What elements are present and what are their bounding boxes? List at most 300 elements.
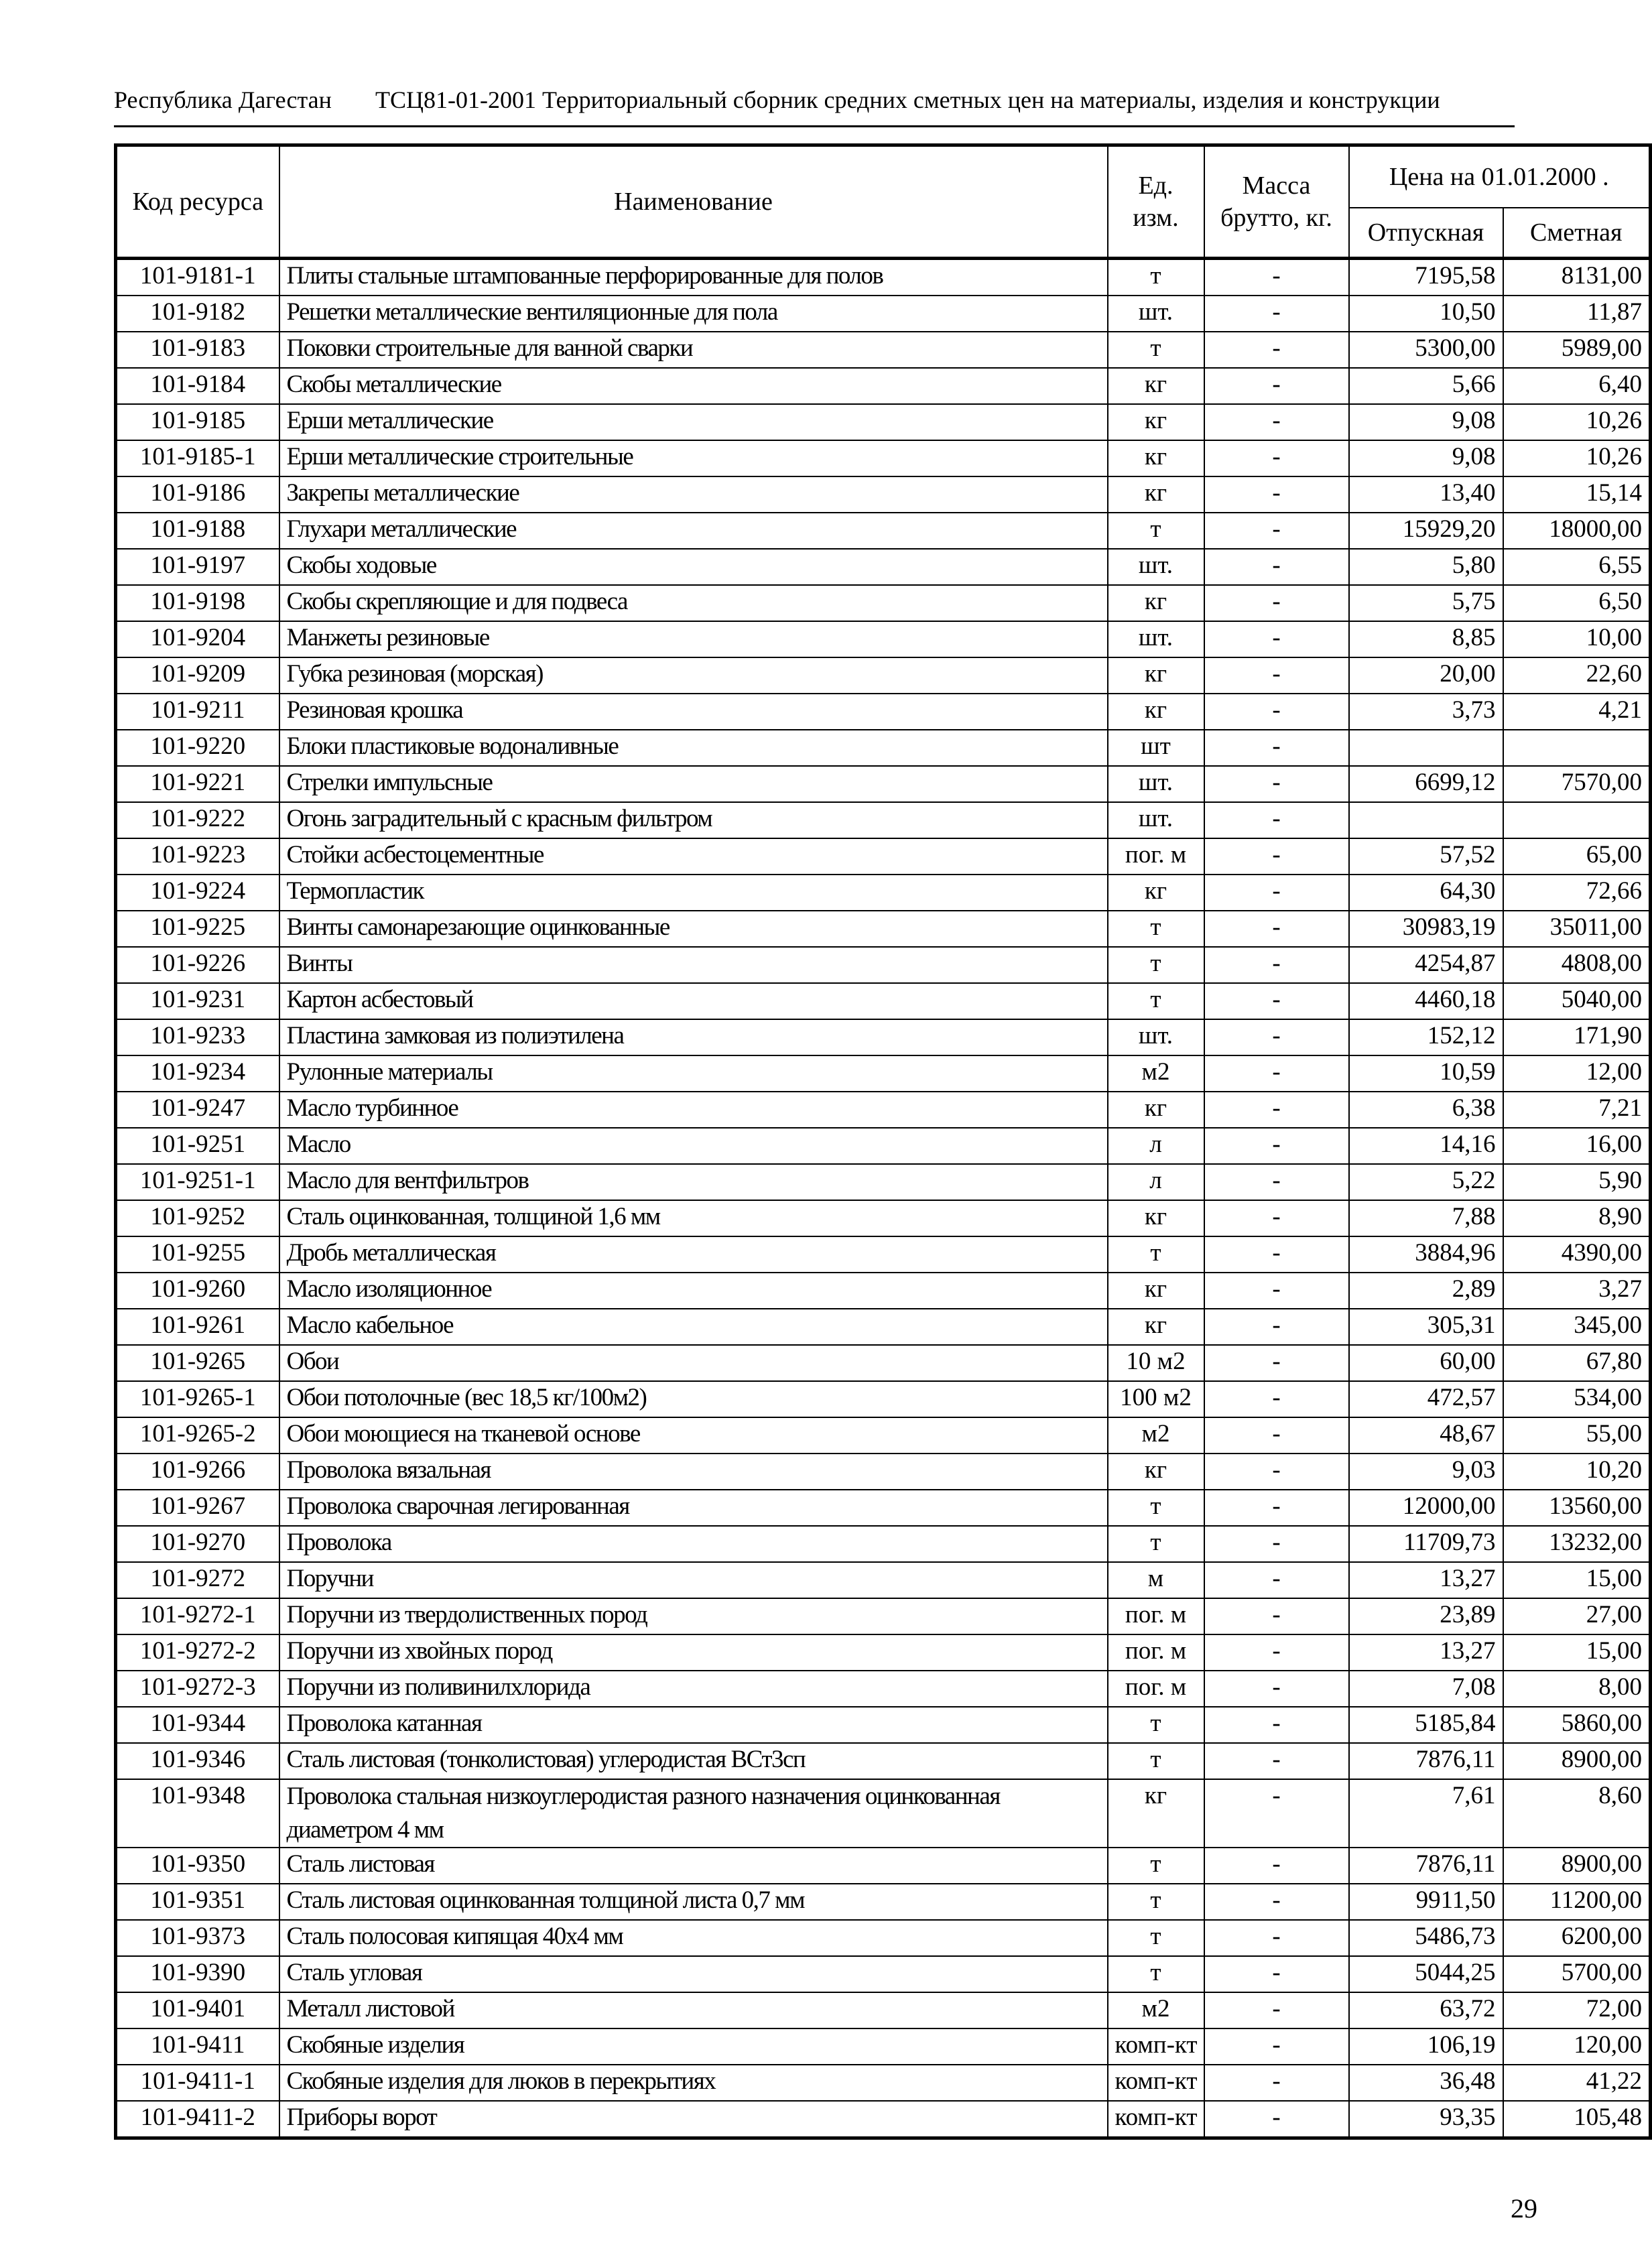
cell-name: Скобы скрепляющие и для подвеса xyxy=(279,585,1108,621)
cell-estimate-price: 41,22 xyxy=(1503,2065,1651,2101)
table-row xyxy=(116,947,1651,983)
cell-name: Сталь листовая xyxy=(279,1848,1108,1884)
cell-unit: т xyxy=(1108,1490,1204,1526)
cell-release-price: 11709,73 xyxy=(1349,1526,1503,1562)
cell-unit: комп-кт xyxy=(1108,2065,1204,2101)
cell-estimate-price: 72,00 xyxy=(1503,1992,1651,2028)
table-header xyxy=(116,145,1651,259)
cell-name: Сталь угловая xyxy=(279,1956,1108,1992)
cell-estimate-price: 10,26 xyxy=(1503,440,1651,476)
cell-release-price: 12000,00 xyxy=(1349,1490,1503,1526)
cell-name: Скобяные изделия xyxy=(279,2028,1108,2065)
cell-unit: кг xyxy=(1108,1092,1204,1128)
cell-name: Манжеты резиновые xyxy=(279,621,1108,657)
cell-release-price: 7,61 xyxy=(1349,1779,1503,1848)
cell-unit: т xyxy=(1108,259,1204,296)
cell-code: 101-9204 xyxy=(116,621,279,657)
cell-release-price: 5,75 xyxy=(1349,585,1503,621)
cell-unit: т xyxy=(1108,1236,1204,1273)
cell-mass: - xyxy=(1204,2101,1349,2138)
cell-mass: - xyxy=(1204,368,1349,404)
table-row xyxy=(116,1992,1651,2028)
cell-code: 101-9411-2 xyxy=(116,2101,279,2138)
cell-code: 101-9233 xyxy=(116,1019,279,1055)
cell-release-price: 6699,12 xyxy=(1349,766,1503,802)
cell-estimate-price: 8131,00 xyxy=(1503,259,1651,296)
header-rule xyxy=(114,125,1515,127)
cell-unit: т xyxy=(1108,513,1204,549)
cell-mass: - xyxy=(1204,1920,1349,1956)
table-row xyxy=(116,838,1651,875)
cell-estimate-price: 72,66 xyxy=(1503,875,1651,911)
cell-mass: - xyxy=(1204,1526,1349,1562)
cell-name: Масло кабельное xyxy=(279,1309,1108,1345)
cell-name: Винты самонарезающие оцинкованные xyxy=(279,911,1108,947)
table-row xyxy=(116,730,1651,766)
cell-code: 101-9183 xyxy=(116,332,279,368)
cell-name: Сталь полосовая кипящая 40х4 мм xyxy=(279,1920,1108,1956)
table-row xyxy=(116,296,1651,332)
cell-name: Поручни xyxy=(279,1562,1108,1598)
cell-mass: - xyxy=(1204,1273,1349,1309)
cell-release-price: 5185,84 xyxy=(1349,1707,1503,1743)
cell-name: Картон асбестовый xyxy=(279,983,1108,1019)
table-row xyxy=(116,440,1651,476)
cell-mass: - xyxy=(1204,1164,1349,1200)
cell-code: 101-9267 xyxy=(116,1490,279,1526)
cell-mass: - xyxy=(1204,802,1349,838)
cell-code: 101-9346 xyxy=(116,1743,279,1779)
cell-release-price xyxy=(1349,730,1503,766)
cell-estimate-price: 22,60 xyxy=(1503,657,1651,694)
cell-name: Сталь листовая оцинкованная толщиной листа 0,7 мм xyxy=(279,1884,1108,1920)
cell-unit: м2 xyxy=(1108,1992,1204,2028)
table-row xyxy=(116,1598,1651,1634)
table-row xyxy=(116,1526,1651,1562)
cell-unit: кг xyxy=(1108,1273,1204,1309)
cell-release-price: 15929,20 xyxy=(1349,513,1503,549)
cell-code: 101-9251 xyxy=(116,1128,279,1164)
cell-name: Решетки металлические вентиляционные для пола xyxy=(279,296,1108,332)
cell-estimate-price: 120,00 xyxy=(1503,2028,1651,2065)
table-row xyxy=(116,1345,1651,1381)
cell-release-price: 7876,11 xyxy=(1349,1743,1503,1779)
cell-name: Проволока xyxy=(279,1526,1108,1562)
cell-unit: пог. м xyxy=(1108,838,1204,875)
cell-release-price: 57,52 xyxy=(1349,838,1503,875)
cell-estimate-price: 105,48 xyxy=(1503,2101,1651,2138)
cell-mass: - xyxy=(1204,694,1349,730)
cell-mass: - xyxy=(1204,1562,1349,1598)
table-row xyxy=(116,476,1651,513)
cell-unit: комп-кт xyxy=(1108,2028,1204,2065)
cell-unit: кг xyxy=(1108,585,1204,621)
cell-mass: - xyxy=(1204,549,1349,585)
cell-unit: т xyxy=(1108,911,1204,947)
cell-code: 101-9344 xyxy=(116,1707,279,1743)
table-row xyxy=(116,1956,1651,1992)
cell-unit: т xyxy=(1108,1743,1204,1779)
table-row xyxy=(116,1634,1651,1671)
table-row xyxy=(116,1309,1651,1345)
table-row xyxy=(116,368,1651,404)
table-row xyxy=(116,1273,1651,1309)
cell-release-price: 63,72 xyxy=(1349,1992,1503,2028)
cell-mass: - xyxy=(1204,1019,1349,1055)
cell-release-price: 36,48 xyxy=(1349,2065,1503,2101)
header-mass: Масса брутто, кг. xyxy=(1204,145,1349,259)
cell-code: 101-9260 xyxy=(116,1273,279,1309)
cell-release-price: 5,80 xyxy=(1349,549,1503,585)
cell-name: Проволока вязальная xyxy=(279,1454,1108,1490)
table-row xyxy=(116,1454,1651,1490)
cell-mass: - xyxy=(1204,1128,1349,1164)
cell-unit: 10 м2 xyxy=(1108,1345,1204,1381)
cell-code: 101-9265-2 xyxy=(116,1417,279,1454)
cell-name: Масло для вентфильтров xyxy=(279,1164,1108,1200)
header-release-price: Отпускная xyxy=(1349,208,1503,259)
cell-mass: - xyxy=(1204,513,1349,549)
cell-unit: шт. xyxy=(1108,549,1204,585)
cell-code: 101-9185-1 xyxy=(116,440,279,476)
cell-release-price: 3884,96 xyxy=(1349,1236,1503,1273)
table-row xyxy=(116,1920,1651,1956)
cell-release-price: 2,89 xyxy=(1349,1273,1503,1309)
cell-name: Закрепы металлические xyxy=(279,476,1108,513)
cell-mass: - xyxy=(1204,1956,1349,1992)
cell-mass: - xyxy=(1204,585,1349,621)
cell-mass: - xyxy=(1204,1381,1349,1417)
cell-code: 101-9188 xyxy=(116,513,279,549)
cell-estimate-price: 5860,00 xyxy=(1503,1707,1651,1743)
cell-unit: т xyxy=(1108,1956,1204,1992)
cell-mass: - xyxy=(1204,1454,1349,1490)
cell-estimate-price: 6,55 xyxy=(1503,549,1651,585)
cell-code: 101-9390 xyxy=(116,1956,279,1992)
cell-name: Сталь оцинкованная, толщиной 1,6 мм xyxy=(279,1200,1108,1236)
cell-estimate-price xyxy=(1503,802,1651,838)
table-row xyxy=(116,259,1651,296)
cell-mass: - xyxy=(1204,1634,1349,1671)
cell-mass: - xyxy=(1204,476,1349,513)
cell-mass: - xyxy=(1204,2028,1349,2065)
cell-name: Проволока сварочная легированная xyxy=(279,1490,1108,1526)
cell-code: 101-9350 xyxy=(116,1848,279,1884)
cell-unit: шт xyxy=(1108,730,1204,766)
cell-name: Приборы ворот xyxy=(279,2101,1108,2138)
table-row xyxy=(116,1200,1651,1236)
table-row xyxy=(116,2028,1651,2065)
cell-unit: шт. xyxy=(1108,621,1204,657)
cell-mass: - xyxy=(1204,1490,1349,1526)
cell-name: Сталь листовая (тонколистовая) углеродистая ВСт3сп xyxy=(279,1743,1108,1779)
cell-estimate-price: 7570,00 xyxy=(1503,766,1651,802)
cell-name: Ерши металлические строительные xyxy=(279,440,1108,476)
table-body xyxy=(116,259,1651,2138)
cell-code: 101-9221 xyxy=(116,766,279,802)
cell-code: 101-9272-3 xyxy=(116,1671,279,1707)
page-header xyxy=(114,86,1515,114)
cell-estimate-price: 13560,00 xyxy=(1503,1490,1651,1526)
cell-estimate-price: 65,00 xyxy=(1503,838,1651,875)
cell-release-price: 4460,18 xyxy=(1349,983,1503,1019)
table-row xyxy=(116,1236,1651,1273)
cell-name: Блоки пластиковые водоналивные xyxy=(279,730,1108,766)
cell-estimate-price: 345,00 xyxy=(1503,1309,1651,1345)
cell-name: Глухари металлические xyxy=(279,513,1108,549)
cell-estimate-price: 11200,00 xyxy=(1503,1884,1651,1920)
cell-unit: шт. xyxy=(1108,766,1204,802)
cell-name: Скобы металлические xyxy=(279,368,1108,404)
cell-estimate-price: 8,00 xyxy=(1503,1671,1651,1707)
cell-release-price: 23,89 xyxy=(1349,1598,1503,1634)
cell-unit: кг xyxy=(1108,1200,1204,1236)
cell-mass: - xyxy=(1204,657,1349,694)
cell-code: 101-9198 xyxy=(116,585,279,621)
cell-estimate-price: 11,87 xyxy=(1503,296,1651,332)
cell-code: 101-9234 xyxy=(116,1055,279,1092)
cell-unit: кг xyxy=(1108,657,1204,694)
cell-code: 101-9265-1 xyxy=(116,1381,279,1417)
cell-estimate-price: 534,00 xyxy=(1503,1381,1651,1417)
cell-estimate-price: 12,00 xyxy=(1503,1055,1651,1092)
cell-unit: т xyxy=(1108,1707,1204,1743)
cell-unit: кг xyxy=(1108,1454,1204,1490)
table-row xyxy=(116,1055,1651,1092)
cell-release-price: 7876,11 xyxy=(1349,1848,1503,1884)
cell-release-price: 5,66 xyxy=(1349,368,1503,404)
page-number: 29 xyxy=(1511,2193,1537,2223)
table-row xyxy=(116,802,1651,838)
cell-estimate-price: 35011,00 xyxy=(1503,911,1651,947)
cell-release-price: 14,16 xyxy=(1349,1128,1503,1164)
cell-mass: - xyxy=(1204,1671,1349,1707)
cell-unit: шт. xyxy=(1108,802,1204,838)
cell-code: 101-9184 xyxy=(116,368,279,404)
cell-mass: - xyxy=(1204,875,1349,911)
cell-name: Обои xyxy=(279,1345,1108,1381)
cell-estimate-price: 67,80 xyxy=(1503,1345,1651,1381)
price-table xyxy=(114,143,1652,2140)
cell-code: 101-9266 xyxy=(116,1454,279,1490)
table-row xyxy=(116,657,1651,694)
cell-name: Плиты стальные штампованные перфорированные для полов xyxy=(279,259,1108,296)
cell-release-price: 13,27 xyxy=(1349,1634,1503,1671)
cell-mass: - xyxy=(1204,259,1349,296)
cell-name: Масло изоляционное xyxy=(279,1273,1108,1309)
cell-name: Скобяные изделия для люков в перекрытиях xyxy=(279,2065,1108,2101)
cell-name: Обои потолочные (вес 18,5 кг/100м2) xyxy=(279,1381,1108,1417)
table-row xyxy=(116,766,1651,802)
cell-name: Стрелки импульсные xyxy=(279,766,1108,802)
cell-name: Поручни из поливинилхлорида xyxy=(279,1671,1108,1707)
cell-release-price: 48,67 xyxy=(1349,1417,1503,1454)
cell-estimate-price: 5,90 xyxy=(1503,1164,1651,1200)
table-row xyxy=(116,621,1651,657)
cell-unit: м xyxy=(1108,1562,1204,1598)
table-row xyxy=(116,332,1651,368)
cell-code: 101-9272 xyxy=(116,1562,279,1598)
cell-estimate-price: 8,90 xyxy=(1503,1200,1651,1236)
cell-code: 101-9186 xyxy=(116,476,279,513)
table-row xyxy=(116,1562,1651,1598)
cell-release-price: 5,22 xyxy=(1349,1164,1503,1200)
cell-release-price: 60,00 xyxy=(1349,1345,1503,1381)
cell-estimate-price: 6,40 xyxy=(1503,368,1651,404)
table-row xyxy=(116,513,1651,549)
cell-unit: кг xyxy=(1108,875,1204,911)
header-name: Наименование xyxy=(279,145,1108,259)
cell-code: 101-9222 xyxy=(116,802,279,838)
cell-code: 101-9401 xyxy=(116,1992,279,2028)
cell-code: 101-9272-2 xyxy=(116,1634,279,1671)
table-row xyxy=(116,1707,1651,1743)
cell-code: 101-9211 xyxy=(116,694,279,730)
cell-unit: т xyxy=(1108,947,1204,983)
cell-name: Поручни из хвойных пород xyxy=(279,1634,1108,1671)
table-row xyxy=(116,1743,1651,1779)
table-row xyxy=(116,1848,1651,1884)
cell-release-price: 7,88 xyxy=(1349,1200,1503,1236)
cell-name: Ерши металлические xyxy=(279,404,1108,440)
cell-code: 101-9209 xyxy=(116,657,279,694)
cell-release-price: 9,03 xyxy=(1349,1454,1503,1490)
cell-release-price: 7195,58 xyxy=(1349,259,1503,296)
cell-mass: - xyxy=(1204,1848,1349,1884)
table-row xyxy=(116,875,1651,911)
cell-name: Огонь заградительный с красным фильтром xyxy=(279,802,1108,838)
price-table-wrapper xyxy=(114,143,1642,2140)
cell-code: 101-9197 xyxy=(116,549,279,585)
table-row xyxy=(116,585,1651,621)
header-title: ТСЦ81-01-2001 Территориальный сборник средних сметных цен на материалы, изделия и конструкции xyxy=(375,86,1440,113)
cell-mass: - xyxy=(1204,332,1349,368)
cell-release-price: 106,19 xyxy=(1349,2028,1503,2065)
cell-name: Масло турбинное xyxy=(279,1092,1108,1128)
cell-mass: - xyxy=(1204,404,1349,440)
cell-estimate-price: 15,00 xyxy=(1503,1634,1651,1671)
cell-mass: - xyxy=(1204,2065,1349,2101)
header-region: Республика Дагестан xyxy=(114,86,332,113)
cell-unit: м2 xyxy=(1108,1055,1204,1092)
cell-estimate-price: 7,21 xyxy=(1503,1092,1651,1128)
table-row xyxy=(116,2101,1651,2138)
cell-mass: - xyxy=(1204,1992,1349,2028)
cell-mass: - xyxy=(1204,1309,1349,1345)
cell-unit: кг xyxy=(1108,440,1204,476)
cell-unit: кг xyxy=(1108,404,1204,440)
table-row xyxy=(116,1671,1651,1707)
cell-code: 101-9252 xyxy=(116,1200,279,1236)
cell-mass: - xyxy=(1204,1417,1349,1454)
cell-name: Металл листовой xyxy=(279,1992,1108,2028)
cell-unit: т xyxy=(1108,983,1204,1019)
cell-estimate-price: 6200,00 xyxy=(1503,1920,1651,1956)
cell-unit: л xyxy=(1108,1128,1204,1164)
cell-mass: - xyxy=(1204,296,1349,332)
cell-release-price: 7,08 xyxy=(1349,1671,1503,1707)
cell-estimate-price: 4808,00 xyxy=(1503,947,1651,983)
cell-mass: - xyxy=(1204,730,1349,766)
cell-code: 101-9251-1 xyxy=(116,1164,279,1200)
cell-code: 101-9182 xyxy=(116,296,279,332)
cell-mass: - xyxy=(1204,911,1349,947)
cell-name: Поручни из твердолиственных пород xyxy=(279,1598,1108,1634)
cell-release-price: 152,12 xyxy=(1349,1019,1503,1055)
cell-mass: - xyxy=(1204,1236,1349,1273)
table-row xyxy=(116,1164,1651,1200)
cell-mass: - xyxy=(1204,1779,1349,1848)
cell-code: 101-9225 xyxy=(116,911,279,947)
cell-name: Термопластик xyxy=(279,875,1108,911)
cell-estimate-price: 15,14 xyxy=(1503,476,1651,513)
cell-release-price: 3,73 xyxy=(1349,694,1503,730)
cell-unit: кг xyxy=(1108,1309,1204,1345)
cell-unit: кг xyxy=(1108,368,1204,404)
cell-name: Проволока стальная низкоуглеродистая разного назначения оцинкованная диаметром 4 мм xyxy=(279,1779,1108,1848)
cell-estimate-price: 5040,00 xyxy=(1503,983,1651,1019)
cell-unit: комп-кт xyxy=(1108,2101,1204,2138)
header-code: Код ресурса xyxy=(116,145,279,259)
cell-mass: - xyxy=(1204,1598,1349,1634)
cell-name: Губка резиновая (морская) xyxy=(279,657,1108,694)
cell-unit: т xyxy=(1108,1884,1204,1920)
cell-unit: м2 xyxy=(1108,1417,1204,1454)
cell-estimate-price: 4390,00 xyxy=(1503,1236,1651,1273)
cell-estimate-price: 27,00 xyxy=(1503,1598,1651,1634)
table-row xyxy=(116,1019,1651,1055)
header-unit: Ед. изм. xyxy=(1108,145,1204,259)
cell-release-price: 6,38 xyxy=(1349,1092,1503,1128)
table-row xyxy=(116,1381,1651,1417)
cell-name: Поковки строительные для ванной сварки xyxy=(279,332,1108,368)
cell-code: 101-9224 xyxy=(116,875,279,911)
cell-estimate-price: 5989,00 xyxy=(1503,332,1651,368)
cell-unit: т xyxy=(1108,1848,1204,1884)
header-price-group: Цена на 01.01.2000 . xyxy=(1349,145,1651,208)
cell-estimate-price: 3,27 xyxy=(1503,1273,1651,1309)
table-row xyxy=(116,983,1651,1019)
cell-mass: - xyxy=(1204,1743,1349,1779)
cell-estimate-price: 171,90 xyxy=(1503,1019,1651,1055)
cell-release-price: 64,30 xyxy=(1349,875,1503,911)
cell-mass: - xyxy=(1204,1707,1349,1743)
cell-name: Стойки асбестоцементные xyxy=(279,838,1108,875)
cell-estimate-price: 10,00 xyxy=(1503,621,1651,657)
cell-unit: пог. м xyxy=(1108,1598,1204,1634)
cell-mass: - xyxy=(1204,1092,1349,1128)
cell-release-price: 9911,50 xyxy=(1349,1884,1503,1920)
cell-release-price: 30983,19 xyxy=(1349,911,1503,947)
cell-code: 101-9220 xyxy=(116,730,279,766)
table-row xyxy=(116,1092,1651,1128)
header-estimate-price: Сметная xyxy=(1503,208,1651,259)
cell-release-price: 5044,25 xyxy=(1349,1956,1503,1992)
table-row xyxy=(116,2065,1651,2101)
cell-code: 101-9247 xyxy=(116,1092,279,1128)
cell-estimate-price: 18000,00 xyxy=(1503,513,1651,549)
table-row xyxy=(116,1884,1651,1920)
table-row xyxy=(116,1128,1651,1164)
cell-release-price: 305,31 xyxy=(1349,1309,1503,1345)
cell-name: Пластина замковая из полиэтилена xyxy=(279,1019,1108,1055)
cell-release-price xyxy=(1349,802,1503,838)
cell-estimate-price: 8,60 xyxy=(1503,1779,1651,1848)
cell-mass: - xyxy=(1204,440,1349,476)
cell-name: Скобы ходовые xyxy=(279,549,1108,585)
cell-unit: л xyxy=(1108,1164,1204,1200)
table-row xyxy=(116,404,1651,440)
